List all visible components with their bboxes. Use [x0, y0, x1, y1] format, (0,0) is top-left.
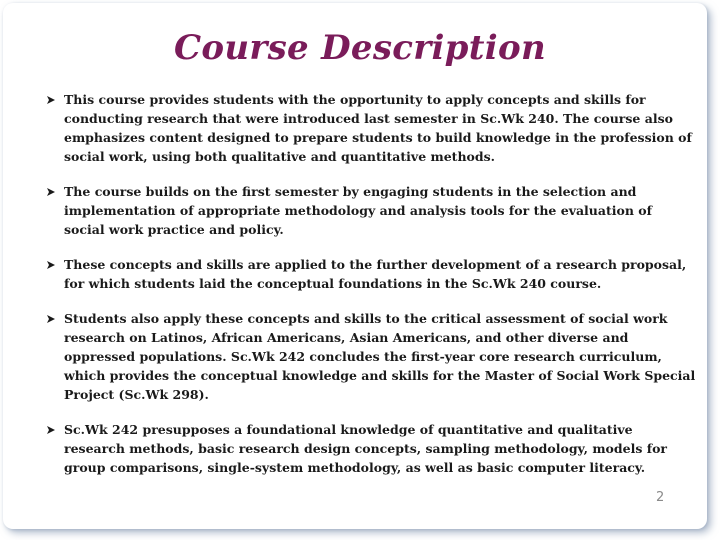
bullet-item: [46, 255, 696, 293]
arrow-bullet-icon: [46, 260, 56, 270]
arrow-bullet-icon: [46, 314, 56, 324]
arrow-bullet-icon: [46, 425, 56, 435]
bullet-item: [46, 309, 696, 404]
bullet-item: [46, 420, 696, 477]
page-number: 2: [656, 490, 665, 505]
slide-title: Course Description: [174, 28, 546, 68]
bullet-list: [46, 90, 696, 493]
bullet-item: [46, 90, 696, 166]
bullet-text: The course builds on the first semester by engaging students in the selection and implementation of appropriate methodology and analysis tools for the evaluation of social work practice and policy.: [64, 184, 653, 237]
bullet-item: [46, 182, 696, 239]
bullet-text: This course provides students with the opportunity to apply concepts and skills for conducting research that were introduced last semester in Sc.Wk 240. The course also emphasizes content designed to prepare students to build knowledge in the profession of social work, using both qualitative and quantitative methods.: [64, 92, 692, 164]
bullet-text: Students also apply these concepts and skills to the critical assessment of social work research on Latinos, African Americans, Asian Americans, and other diverse and oppressed populations. Sc.Wk 242 concludes the first-year core research curriculum, which provides the conceptual knowledge and skills for the Master of Social Work Special Project (Sc.Wk 298).: [64, 311, 696, 402]
arrow-bullet-icon: [46, 187, 56, 197]
bullet-text: These concepts and skills are applied to the further development of a research proposal, for which students laid the conceptual foundations in the Sc.Wk 240 course.: [64, 257, 687, 291]
arrow-bullet-icon: [46, 95, 56, 105]
bullet-text: Sc.Wk 242 presupposes a foundational knowledge of quantitative and qualitative research methods, basic research design concepts, sampling methodology, models for group comparisons, single-system methodology, as well as basic computer literacy.: [64, 422, 668, 475]
